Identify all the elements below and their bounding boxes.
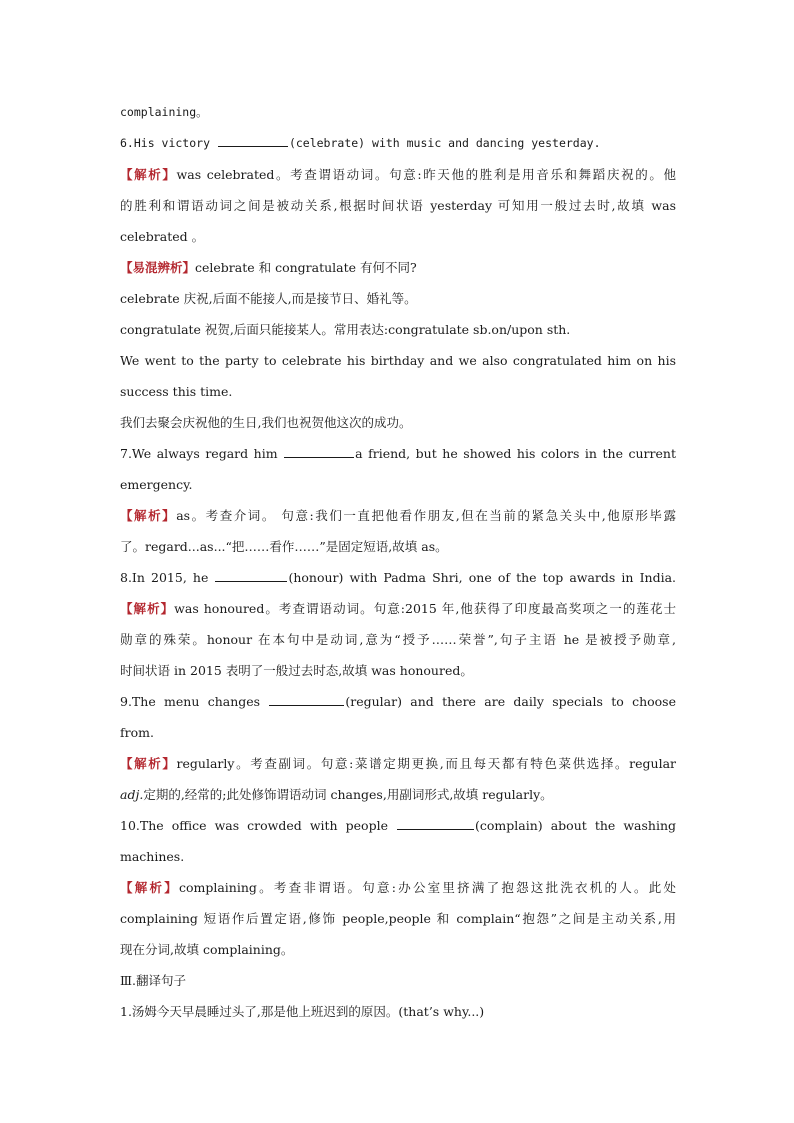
part-of-speech: adj. — [120, 787, 144, 802]
answer-blank[interactable] — [218, 133, 288, 147]
analysis-text: 定期的,经常的;此处修饰谓语动词 changes,用副词形式,故填 regularly。 — [143, 787, 553, 802]
text-line: celebrate 庆祝,后面不能接人,而是接节日、婚礼等。 — [120, 291, 417, 306]
analysis-text: regularly。考查副词。句意:菜谱定期更换,而且每天都有特色菜供选择。regular — [176, 756, 676, 771]
question-text: (celebrate) with music and dancing yesterday. — [288, 136, 601, 150]
analysis-line — [120, 748, 676, 779]
question-text: (honour) with Padma Shri, one of the top awards in India. — [288, 570, 676, 585]
question-6 — [120, 128, 676, 159]
analysis-line — [120, 593, 676, 624]
analysis-tag: 【解析】 — [120, 167, 177, 182]
analysis-text: was honoured。考查谓语动词。句意:2015 年,他获得了印度最高奖项之一的莲花士 — [174, 601, 676, 616]
text-line: 的胜利和谓语动词之间是被动关系,根据时间状语 yesterday 可知用一般过去时,故填 was — [120, 198, 676, 213]
analysis-tag: 【解析】 — [120, 601, 175, 616]
question-text: 10.The office was crowded with people — [120, 818, 397, 833]
text-line — [120, 779, 676, 810]
answer-blank[interactable] — [397, 816, 474, 830]
analysis-text: was celebrated。考查谓语动词。句意:昨天他的胜利是用音乐和舞蹈庆祝的。他 — [176, 167, 676, 182]
question-10 — [120, 810, 676, 841]
answer-blank[interactable] — [284, 444, 354, 458]
analysis-text: celebrate 和 congratulate 有何不同? — [195, 260, 417, 275]
question-8 — [120, 562, 676, 593]
question-text: (complain) about the washing — [475, 818, 676, 833]
text-line: success this time. — [120, 384, 233, 399]
answer-blank[interactable] — [269, 692, 344, 706]
confusion-tag: 【易混辨析】 — [120, 260, 196, 275]
translation-question-1: 1.汤姆今天早晨睡过头了,那是他上班迟到的原因。(that’s why...) — [120, 1004, 485, 1019]
text-line: machines. — [120, 849, 185, 864]
text-line: 了。regard...as...“把……看作……”是固定短语,故填 as。 — [120, 539, 448, 554]
question-text: 6.His victory — [120, 136, 217, 150]
analysis-tag: 【解析】 — [120, 880, 179, 895]
question-text: 7.We always regard him — [120, 446, 284, 461]
text-line: celebrated 。 — [120, 229, 205, 244]
text-line: complaining 短语作后置定语,修饰 people,people 和 complain“抱怨”之间是主动关系,用 — [120, 911, 676, 926]
text-line: congratulate 祝贺,后面只能接某人。常用表达:congratulate sb.on/upon sth. — [120, 322, 571, 337]
analysis-line — [120, 500, 676, 531]
analysis-tag: 【解析】 — [120, 756, 177, 771]
question-7 — [120, 438, 676, 469]
text-line: We went to the party to celebrate his birthday and we also congratulated him on his — [120, 353, 676, 368]
question-text: a friend, but he showed his colors in the current — [355, 446, 676, 461]
question-text: 8.In 2015, he — [120, 570, 215, 585]
analysis-text: as。考查介词。 句意:我们一直把他看作朋友,但在当前的紧急关头中,他原形毕露 — [176, 508, 676, 523]
analysis-line — [120, 159, 676, 190]
answer-blank[interactable] — [215, 568, 287, 582]
analysis-text: complaining。考查非谓语。句意:办公室里挤满了抱怨这批洗衣机的人。此处 — [178, 880, 676, 895]
document-body — [120, 97, 676, 1027]
text-line: complaining。 — [120, 105, 208, 119]
text-line: 现在分词,故填 complaining。 — [120, 942, 294, 957]
analysis-tag: 【解析】 — [120, 508, 177, 523]
analysis-line — [120, 872, 676, 903]
text-line: 时间状语 in 2015 表明了一般过去时态,故填 was honoured。 — [120, 663, 473, 678]
text-line: 勋章的殊荣。honour 在本句中是动词,意为“授予……荣誉”,句子主语 he 是被授予勋章, — [120, 632, 676, 647]
section-heading: Ⅲ.翻译句子 — [120, 973, 187, 988]
question-9 — [120, 686, 676, 717]
text-line: emergency. — [120, 477, 193, 492]
confusion-analysis-line — [120, 252, 676, 283]
text-line: from. — [120, 725, 154, 740]
question-text: 9.The menu changes — [120, 694, 269, 709]
question-text: (regular) and there are daily specials to choose — [345, 694, 676, 709]
text-line: 我们去聚会庆祝他的生日,我们也祝贺他这次的成功。 — [120, 415, 412, 430]
